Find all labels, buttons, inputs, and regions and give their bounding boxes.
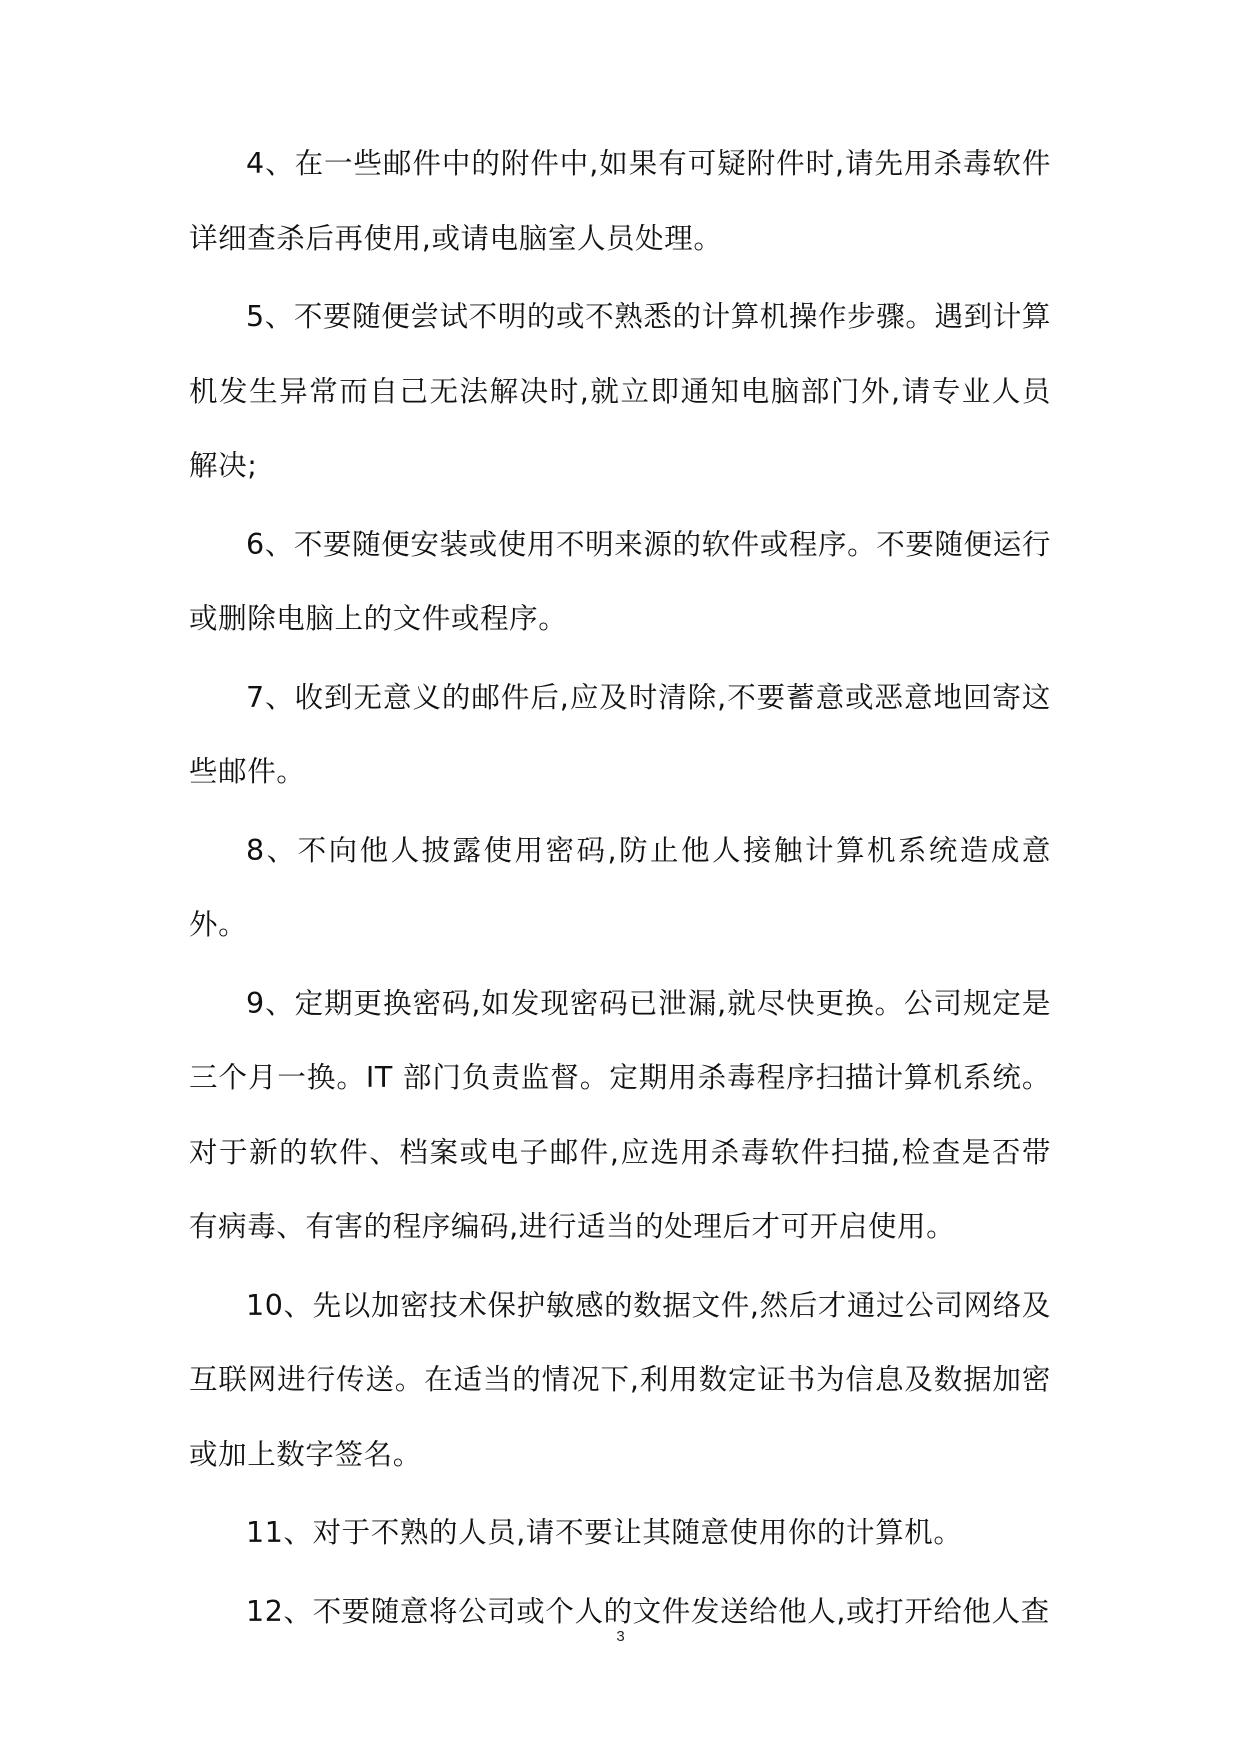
paragraph-item-7: 7、收到无意义的邮件后,应及时清除,不要蓄意或恶意地回寄这些邮件。 xyxy=(189,680,1051,788)
paragraph-item-5: 5、不要随便尝试不明的或不熟悉的计算机操作步骤。遇到计算机发生异常而自己无法解决时,就立即通知电脑部门外,请专业人员解决; xyxy=(189,300,1051,482)
paragraph-item-12: 12、不要随意将公司或个人的文件发送给他人,或打开给他人查 xyxy=(246,1594,1050,1628)
paragraph-item-8: 8、不向他人披露使用密码,防止他人接触计算机系统造成意外。 xyxy=(189,833,1051,941)
document-body xyxy=(189,127,1051,1653)
paragraph-item-9: 9、定期更换密码,如发现密码已泄漏,就尽快更换。公司规定是三个月一换。IT 部门负责监督。定期用杀毒程序扫描计算机系统。对于新的软件、档案或电子邮件,应选用杀毒软件扫描,检查是否带有病毒、有害的程序编码,进行适当的处理后才可开启使用。 xyxy=(189,986,1051,1243)
paragraph-item-4: 4、在一些邮件中的附件中,如果有可疑附件时,请先用杀毒软件详细查杀后再使用,或请电脑室人员处理。 xyxy=(189,147,1051,255)
paragraph-item-10: 10、先以加密技术保护敏感的数据文件,然后才通过公司网络及互联网进行传送。在适当的情况下,利用数定证书为信息及数据加密或加上数字签名。 xyxy=(189,1288,1051,1471)
page-number: 3 xyxy=(616,1628,625,1645)
paragraph-item-11: 11、对于不熟的人员,请不要让其随意使用你的计算机。 xyxy=(246,1516,963,1549)
paragraph-item-6: 6、不要随便安装或使用不明来源的软件或程序。不要随便运行或删除电脑上的文件或程序。 xyxy=(189,527,1051,635)
